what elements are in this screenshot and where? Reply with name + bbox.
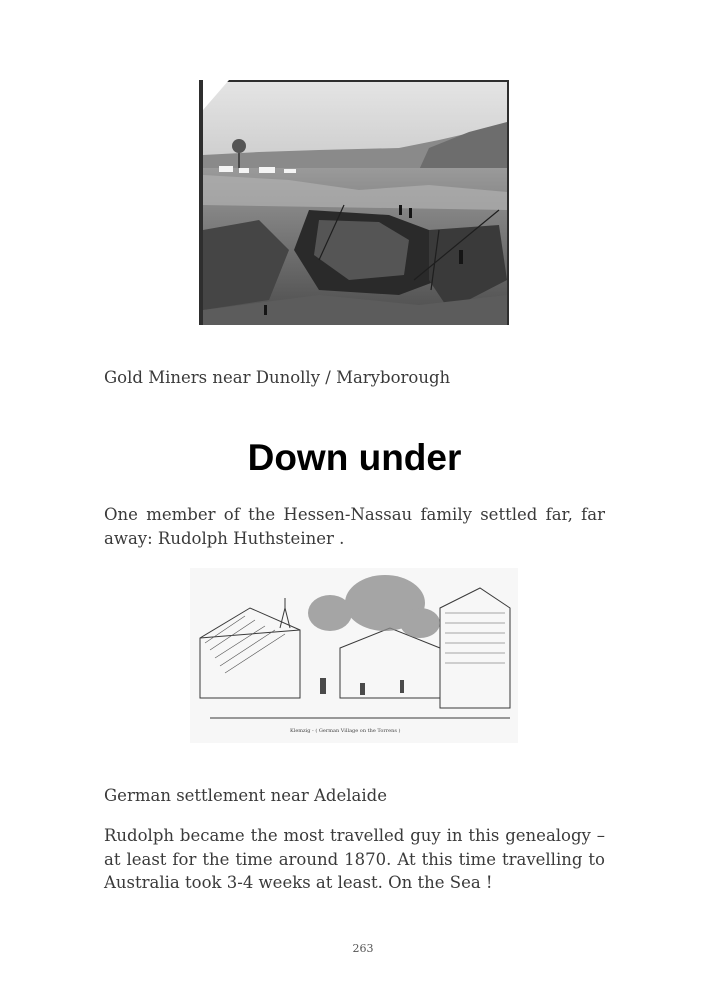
- gold-miners-photo-image: [199, 80, 509, 325]
- german-settlement-engraving-image: [190, 568, 518, 743]
- rudolph-paragraph: Rudolph became the most travelled guy in this genealogy – at least for the time around 1870. At this time travelling to Australia took 3-4 weeks at least. On the Sea !: [104, 826, 605, 892]
- page-number: 263: [352, 942, 374, 955]
- gold-miners-photo: [199, 80, 509, 325]
- section-heading: Down under: [247, 437, 462, 478]
- german-settlement-caption: German settlement near Adelaide: [104, 786, 387, 805]
- gold-miners-caption: Gold Miners near Dunolly / Maryborough: [104, 368, 451, 387]
- german-settlement-engraving: [190, 568, 518, 743]
- engraving-inscription: Klemzig - ( German Village on the Torrens ): [290, 728, 401, 734]
- intro-paragraph: One member of the Hessen-Nassau family settled far, far away: Rudolph Huthsteiner .: [104, 505, 605, 548]
